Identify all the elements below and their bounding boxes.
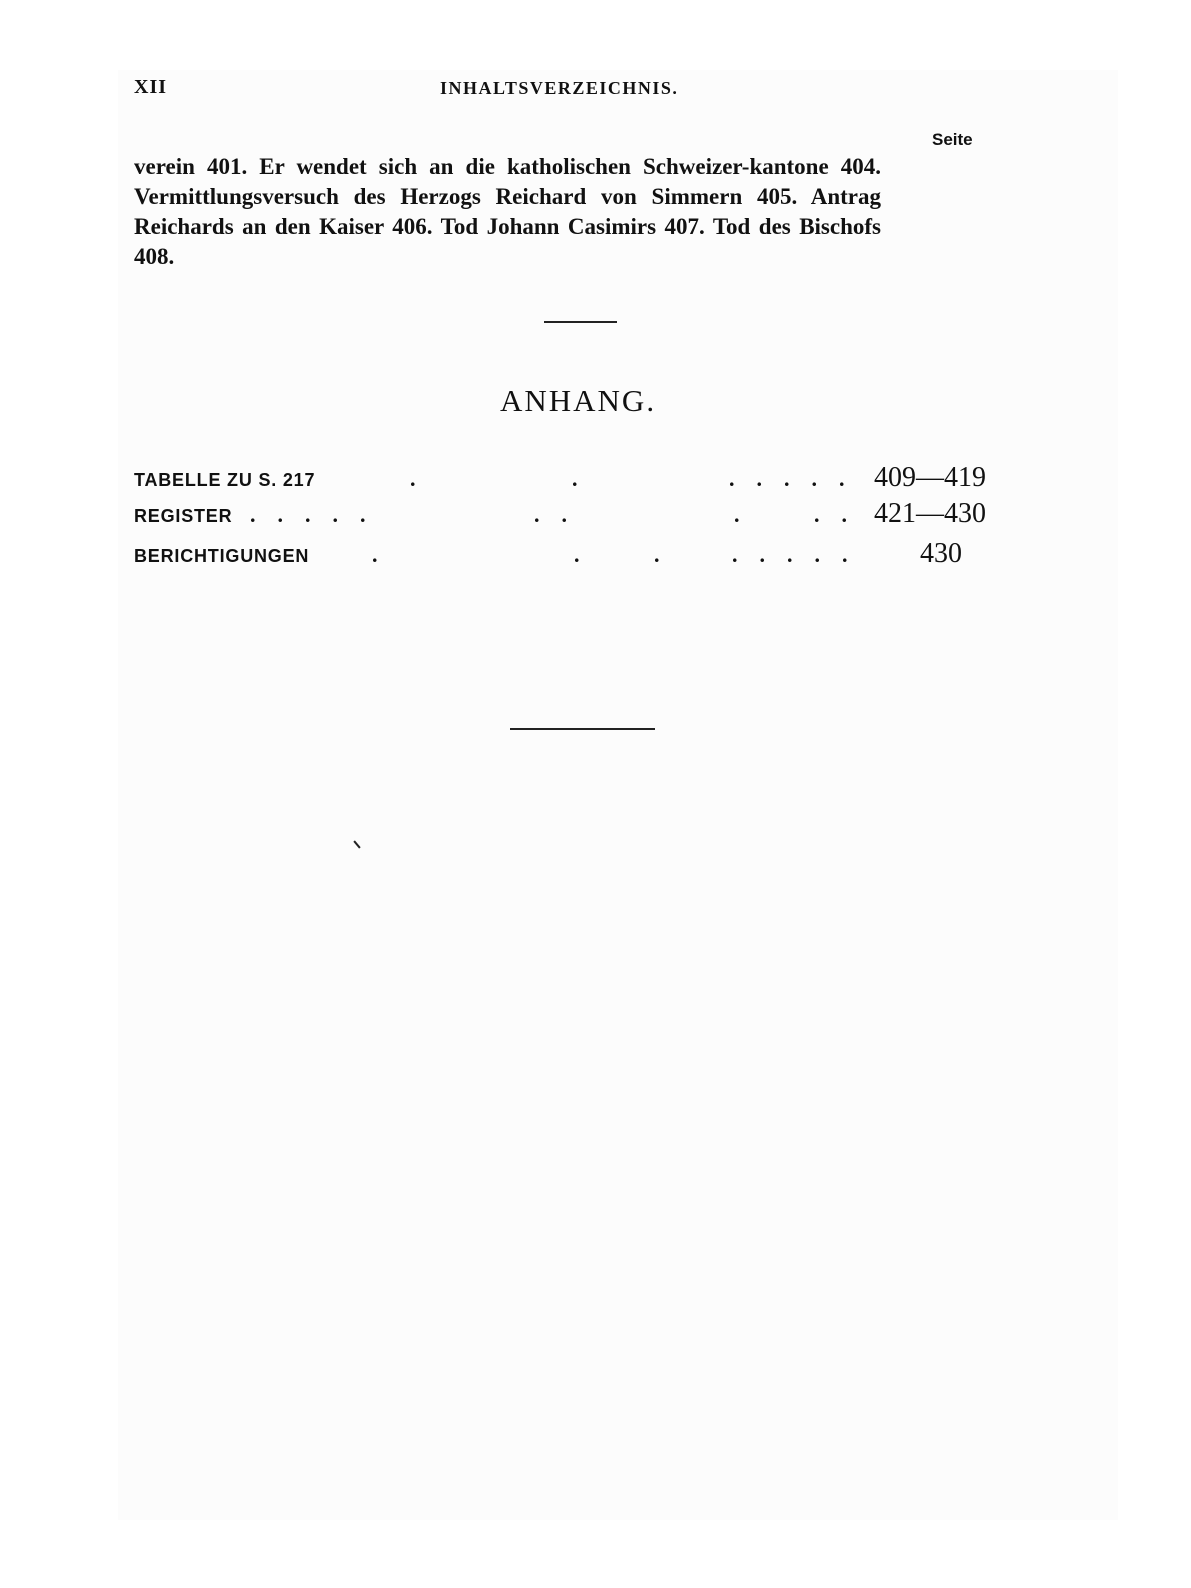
running-head: INHALTSVERZEICHNIS.	[440, 78, 679, 98]
dot-leader: . .	[534, 502, 567, 527]
toc-entry-pages: 421—430	[874, 498, 986, 529]
continuation-paragraph: verein 401. Er wendet sich an die katholischen Schweizer-kantone 404. Vermittlungsversuch des Herzogs Reichard von Simmern 405. Antrag Reichards an den Kaiser 406. Tod Johann Casimirs 407. Tod des Bischofs 408.	[134, 154, 881, 269]
toc-entry-label: TABELLE ZU S. 217	[134, 470, 316, 490]
dot-leader: .	[572, 466, 578, 491]
section-divider	[544, 321, 617, 323]
toc-entry-tabelle[interactable]	[134, 462, 1034, 496]
page-sheet	[118, 70, 1118, 1520]
dot-leader: . . . . .	[250, 502, 366, 527]
dot-leader: .	[410, 466, 416, 491]
toc-entry-berichtigungen[interactable]	[134, 538, 1034, 572]
dot-leader: .	[574, 542, 580, 567]
dot-leader: . .	[814, 502, 847, 527]
toc-entry-register[interactable]	[134, 498, 1034, 532]
dot-leader: . . . . .	[729, 466, 845, 491]
page-column-label: Seite	[932, 130, 973, 149]
toc-entry-label: REGISTER	[134, 506, 233, 526]
page-number: XII	[134, 76, 168, 98]
dot-leader: .	[654, 542, 660, 567]
toc-entry-pages: 430	[920, 538, 962, 569]
dot-leader: . . . . .	[732, 542, 848, 567]
toc-entry-label: BERICHTIGUNGEN	[134, 546, 310, 566]
end-divider	[510, 728, 655, 730]
appendix-title: ANHANG.	[500, 383, 657, 418]
dot-leader: .	[734, 502, 740, 527]
dot-leader: .	[372, 542, 378, 567]
toc-entry-pages: 409—419	[874, 462, 986, 493]
